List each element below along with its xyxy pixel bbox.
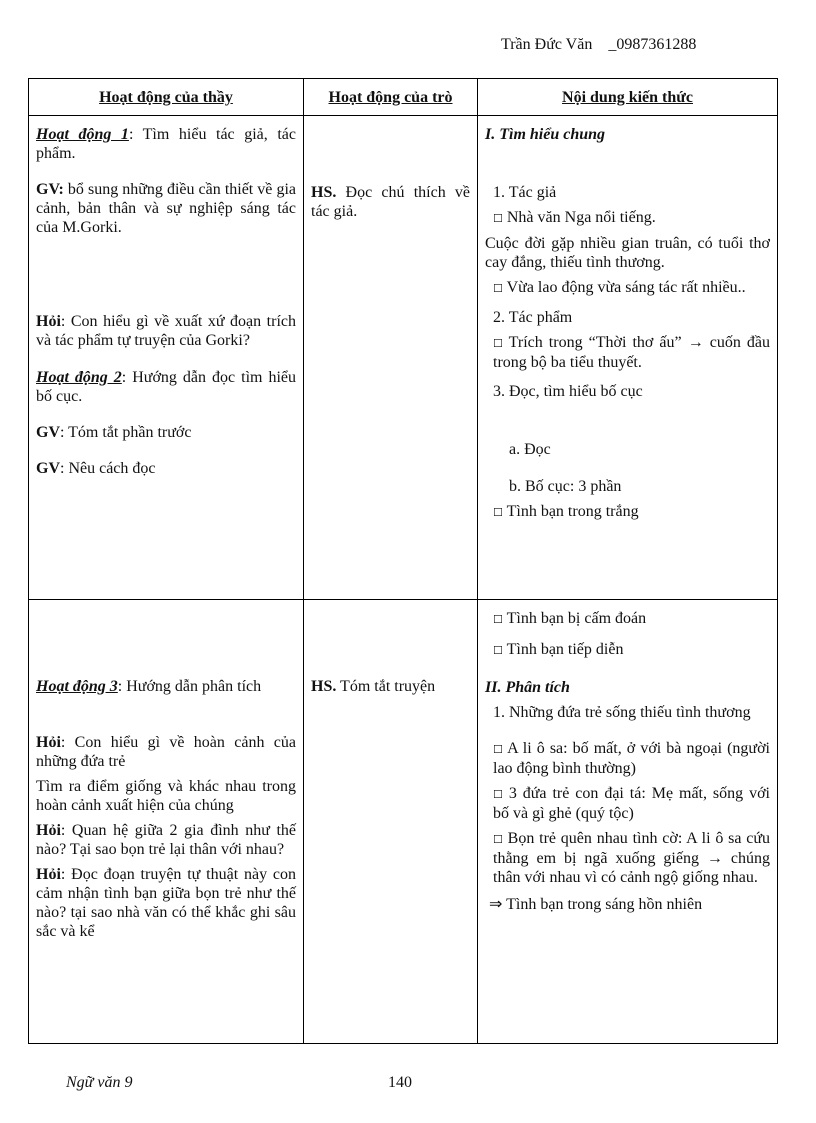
column-header-teacher: Hoạt động của thầy: [29, 79, 304, 116]
square-bullet-icon: ☐: [493, 788, 503, 801]
square-bullet-icon: ☐: [493, 613, 503, 626]
content-subitem: a. Đọc: [509, 441, 551, 458]
question-label: Hỏi: [36, 866, 61, 883]
activity-1: [36, 125, 296, 163]
content-bullet: ☐ 3 đứa trẻ con đại tá: Mẹ mất, sống với bố và gì ghẻ (quý tộc): [493, 785, 770, 822]
hs-text: Tóm tắt truyện: [336, 678, 436, 695]
column-header-student: Hoạt động của trò: [304, 79, 478, 116]
content-cell: [478, 116, 778, 600]
footer-subject: Ngữ văn 9: [66, 1074, 133, 1091]
hs-label: HS.: [311, 184, 337, 201]
student-cell: [304, 116, 478, 600]
activity-2: [36, 368, 296, 406]
content-bullet: ☐ Bọn trẻ quên nhau tình cờ: A li ô sa cứu thằng em bị ngã xuống giếng → chúng thân với nhau vì có cảnh ngộ giống nhau.: [493, 830, 770, 886]
hs-label: HS.: [311, 678, 337, 695]
content-bullet: ☐ Tình bạn trong trắng: [493, 503, 639, 520]
page-number: 140: [388, 1074, 412, 1091]
activity-3-text: : Hướng dẫn phân tích: [117, 678, 262, 695]
content-cell: [478, 600, 778, 1044]
gv-text: : Nêu cách đọc: [60, 460, 156, 477]
question-label: Hỏi: [36, 313, 61, 330]
question-text: : Quan hệ giữa 2 gia đình như thế nào? Tại sao bọn trẻ lại thân với nhau?: [36, 822, 296, 858]
teacher-cell: [29, 116, 304, 600]
content-conclusion: ⇒ Tình bạn trong sáng hồn nhiên: [489, 896, 703, 913]
hs-text: Đọc chú thích về tác giả.: [311, 184, 470, 220]
gv-text: bổ sung những điều cần thiết về gia cảnh, bản thân và sự nghiệp sáng tác của M.Gorki.: [36, 181, 296, 236]
teacher-note-gv2: [36, 423, 296, 442]
activity-3-title: Hoạt động 3: [36, 678, 118, 695]
content-bullet: ☐ A li ô sa: bố mất, ở với bà ngoại (người lao động bình thường): [493, 740, 770, 777]
teacher-note-gv3: [36, 459, 296, 478]
content-subitem: b. Bố cục: 3 phần: [509, 478, 622, 495]
content-bullet: ☐ Vừa lao động vừa sáng tác rất nhiều..: [493, 279, 746, 296]
gv-text: : Tóm tắt phần trước: [60, 424, 192, 441]
content-text: Cuộc đời gặp nhiều gian truân, có tuổi thơ cay đắng, thiếu tình thương.: [485, 235, 770, 271]
section-heading: I. Tìm hiểu chung: [485, 126, 606, 143]
question-text: : Đọc đoạn truyện tự thuật này con cảm nhận tình bạn giữa bọn trẻ như thế nào? tại sao nhà văn có thể khắc ghi sâu sắc và kể: [36, 866, 296, 940]
teacher-question-4: [36, 865, 296, 941]
square-bullet-icon: ☐: [493, 506, 503, 519]
content-bullet: ☐ Tình bạn tiếp diễn: [493, 641, 624, 658]
lesson-table: [28, 78, 778, 1044]
student-cell: [304, 600, 478, 1044]
table-row: [29, 116, 778, 600]
content-item: 3. Đọc, tìm hiểu bố cục: [493, 383, 643, 400]
question-text: : Con hiểu gì về hoàn cảnh của những đứa trẻ: [36, 734, 296, 770]
teacher-cell: [29, 600, 304, 1044]
column-header-content: Nội dung kiến thức: [478, 79, 778, 116]
teacher-question-2: [36, 733, 296, 771]
header-author: Trần Đức Văn _0987361288: [501, 36, 697, 53]
student-note-1: [311, 183, 470, 221]
square-bullet-icon: ☐: [493, 282, 503, 295]
content-item: 1. Tác giả: [493, 184, 557, 201]
table-row: [29, 600, 778, 1044]
teacher-question-3: [36, 821, 296, 859]
content-bullet: ☐ Nhà văn Nga nổi tiếng.: [493, 209, 656, 226]
square-bullet-icon: ☐: [493, 212, 503, 225]
activity-1-text: : Tìm hiểu tác giả, tác phẩm.: [36, 126, 296, 162]
content-bullet: ☐ Trích trong “Thời thơ ấu” → cuốn đầu trong bộ ba tiểu thuyết.: [493, 334, 771, 371]
student-note-2: [311, 677, 470, 696]
question-label: Hỏi: [36, 734, 61, 751]
square-bullet-icon: ☐: [493, 644, 503, 657]
gv-label: GV: [36, 460, 60, 477]
content-bullet: ☐ Tình bạn bị cấm đoán: [493, 610, 647, 627]
question-text: : Con hiểu gì về xuất xứ đoạn trích và tác phẩm tự truyện của Gorki?: [36, 313, 296, 349]
activity-3: [36, 677, 296, 696]
table-header-row: [29, 79, 778, 116]
question-label: Hỏi: [36, 822, 61, 839]
gv-label: GV:: [36, 181, 64, 198]
content-item: 2. Tác phẩm: [493, 309, 573, 326]
teacher-note-tim-ra: Tìm ra điểm giống và khác nhau trong hoàn cảnh xuất hiện của chúng: [36, 778, 296, 814]
teacher-question-1: [36, 312, 296, 350]
content-item: 1. Những đứa trẻ sống thiếu tình thương: [493, 704, 751, 721]
activity-2-text: : Hướng dẫn đọc tìm hiểu bố cục.: [36, 369, 297, 405]
teacher-note-gv1: [36, 180, 296, 237]
gv-label: GV: [36, 424, 60, 441]
section-heading: II. Phân tích: [485, 679, 570, 696]
activity-1-title: Hoạt động 1: [36, 126, 129, 143]
square-bullet-icon: ☐: [493, 337, 503, 350]
square-bullet-icon: ☐: [493, 743, 503, 756]
square-bullet-icon: ☐: [493, 833, 503, 846]
activity-2-title: Hoạt động 2: [36, 369, 122, 386]
